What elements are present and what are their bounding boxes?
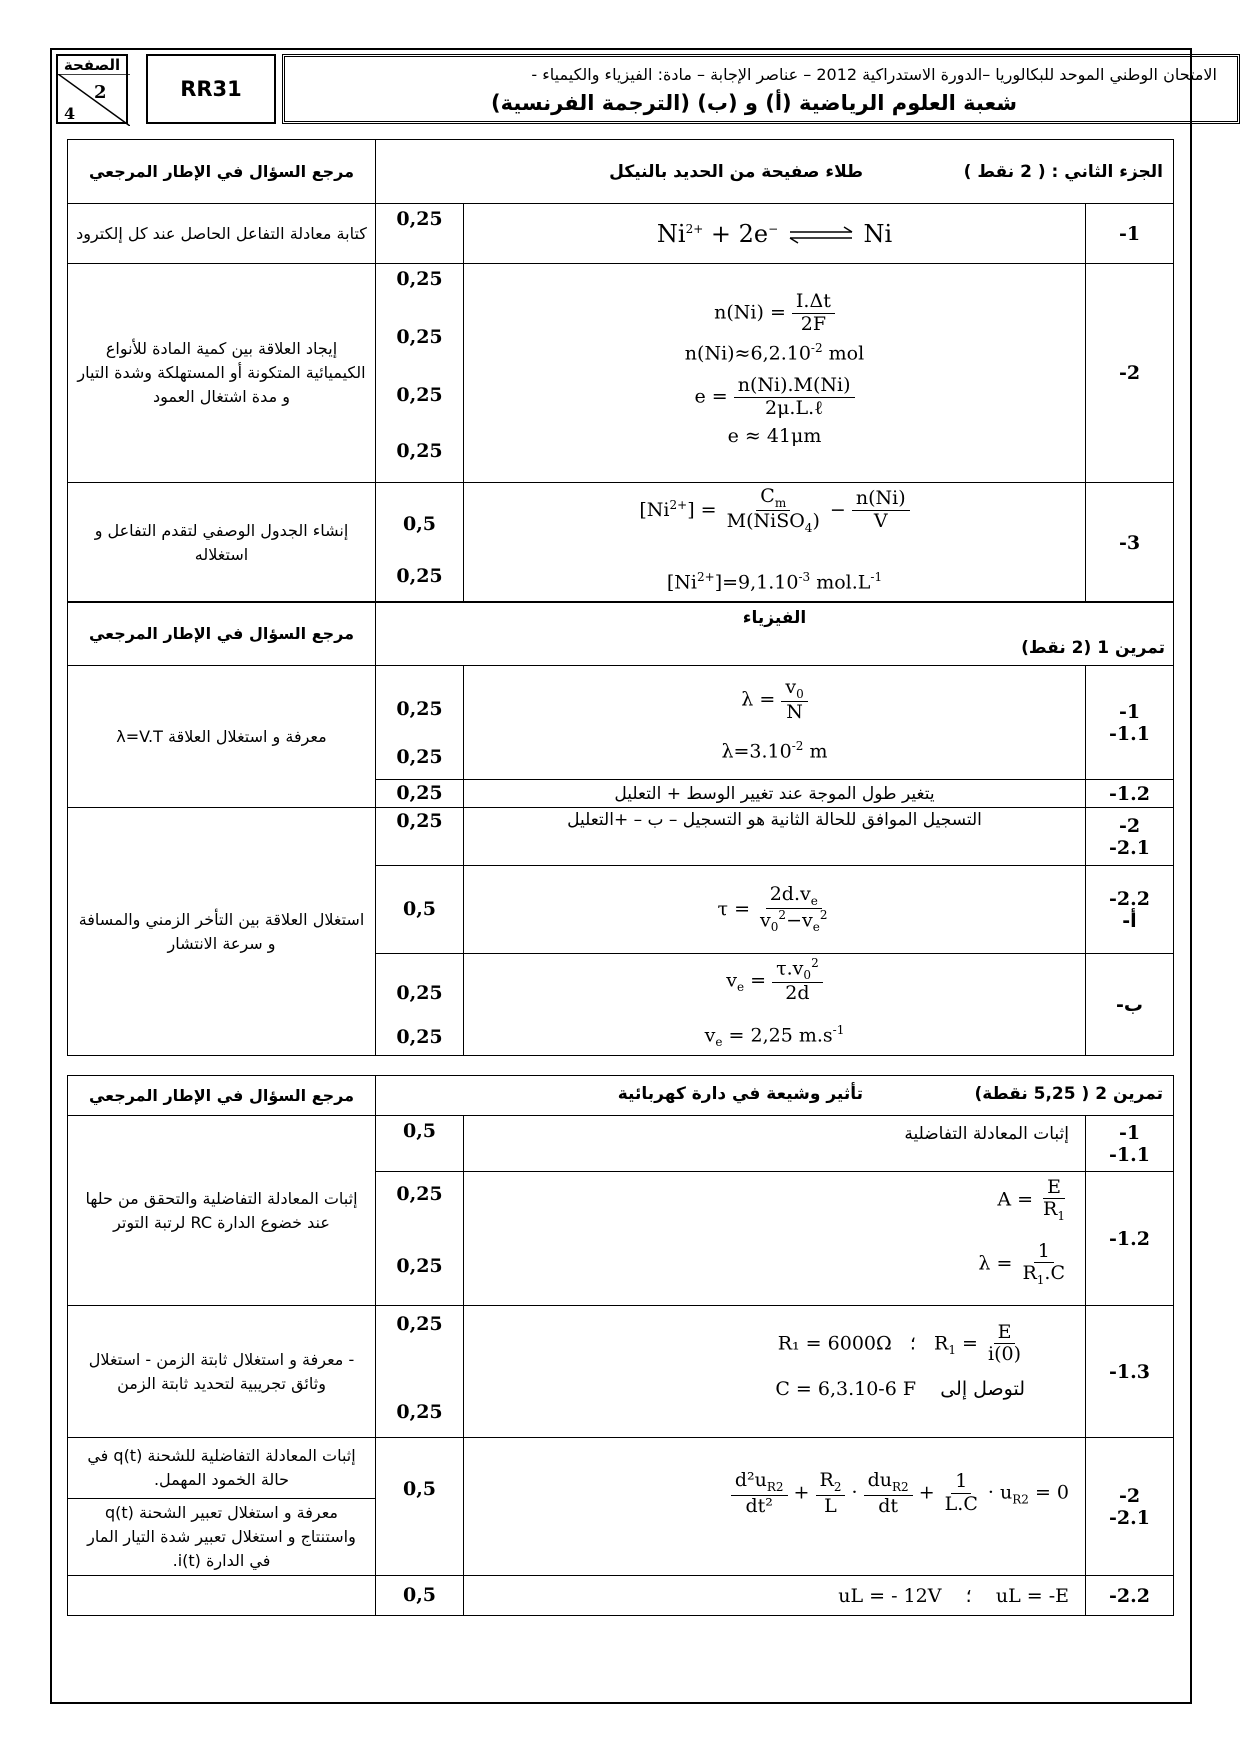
score-cell [376, 1438, 464, 1576]
formula-cell [464, 264, 1086, 483]
ex2-subtitle: تأثير وشيعة في دارة كهربائية [617, 1084, 864, 1104]
formula-cell [464, 483, 1086, 603]
score-cell [376, 264, 464, 483]
answer-text: إثبات المعادلة التفاضلية [464, 1116, 1086, 1172]
answer-text: يتغير طول الموجة عند تغيير الوسط + التعليل [464, 780, 1086, 808]
chem-part-title: الجزء الثاني : ( 2 نقط ) [963, 162, 1164, 182]
score: 0,25 [396, 697, 443, 720]
score: 0,25 [396, 384, 443, 406]
score-cell [376, 1306, 464, 1438]
formula-thickness: e = $\frac{n(Ni).M(Ni)}{\text{2μ.L.ℓ}}$ [464, 375, 1085, 425]
formula-lambda: λ = $\frac{v_0}{N}$ [464, 677, 1085, 739]
score: 0,25 [396, 981, 443, 1004]
score: 0,25 [396, 564, 443, 587]
score-cell [376, 780, 464, 808]
score: 0,5 [402, 898, 437, 920]
ex2-title-cell [376, 1076, 1174, 1116]
ve-result: $v_e = 2,25$ $m.s^{-1}$ [704, 1022, 845, 1049]
score: 0,25 [396, 1025, 443, 1048]
question-number: -1.2 [1086, 780, 1174, 808]
score: 0,25 [396, 1400, 443, 1423]
ref-cell: استغلال العلاقة بين التأخر الزمني والمسافة و سرعة الانتشار [68, 808, 376, 1056]
exercise-1-table [67, 601, 1174, 1056]
exam-code: RR31 [146, 54, 276, 124]
question-number: -1 [1086, 204, 1174, 264]
formula-cell [464, 1172, 1086, 1306]
formula-n-ni: n(Ni) = $\frac{I.\Delta t}{2F}$ [464, 291, 1085, 341]
score: 0,5 [402, 1120, 437, 1142]
formula-cell [464, 1306, 1086, 1438]
score-cell [376, 1116, 464, 1172]
score-cell [376, 1172, 464, 1306]
thickness-result: e ≈ 41μm [727, 425, 822, 447]
chem-title-cell [376, 140, 1174, 204]
score-cell [376, 866, 464, 954]
formula-ve: $v_e$ = $\frac{\tau.v_0^2}{2d}$ [464, 957, 1085, 1023]
answer-text: uL = - 12V ؛ uL = -E [464, 1576, 1086, 1616]
score: 0,25 [396, 268, 443, 290]
score: 0,25 [396, 1182, 443, 1205]
score: 0,5 [402, 512, 437, 535]
ref-cell: - معرفة و استغلال ثابتة الزمن - استغلال وثائق تجريبية لتحديد ثابتة الزمن [68, 1306, 376, 1438]
concentration-result: $[Ni^{2+}]=9,1.10^{-3}$ $mol.L^{-1}$ [666, 569, 883, 593]
ref-cell: معرفة و استغلال العلاقة λ=V.T [68, 666, 376, 808]
equation-cell [464, 204, 1086, 264]
score-cell [376, 666, 464, 780]
question-number: -2.2 أ- [1086, 866, 1174, 954]
ref-header: مرجع السؤال في الإطار المرجعي [68, 1076, 376, 1116]
page-number: 2 [94, 82, 107, 103]
ex1-title-cell [376, 602, 1174, 666]
formula-n-ni-value: $n(Ni)\approx 6,2.10^{-2}$ mol [684, 341, 865, 365]
page-total: 4 [64, 104, 76, 123]
score-cell [376, 483, 464, 603]
formula-capacity: C = 6,3.10-6 F لتوصل إلى [775, 1377, 1025, 1400]
exam-header [52, 50, 1217, 124]
formula-differential: $\frac{d^2u_{R2}}{\text{dt²}}$ + $\frac{R_2}{L}$ · $\frac{du_{R2}}{dt}$ + $\frac{1}{L.C}$ · $u_{R2} = 0$ [464, 1470, 1069, 1517]
formula-cell [464, 954, 1086, 1056]
question-number: -2 [1086, 264, 1174, 483]
formula-a: A = $\frac{E}{R_1}$ [997, 1175, 1065, 1224]
score: 0,25 [396, 208, 443, 230]
title-box [282, 54, 1240, 124]
question-number: -1 -1.1 [1086, 666, 1174, 780]
question-number: -2 -2.1 [1086, 1438, 1174, 1576]
ref-cell: كتابة معادلة التفاعل الحاصل عند كل إلكترود [68, 204, 376, 264]
physics-section-title: الفيزياء [742, 608, 807, 628]
equilibrium-arrow-icon [786, 225, 856, 245]
ex1-title: تمرين 1 (2 نقط) [1021, 638, 1166, 658]
score: 0,5 [402, 1478, 437, 1500]
score: 0,25 [396, 810, 443, 832]
formula-tau: τ = $\frac{2d.v_e}{v_0^2-v_e^2}$ [717, 882, 828, 935]
header-line-2: شعبة العلوم الرياضية (أ) و (ب) (الترجمة الفرنسية) [490, 91, 1017, 115]
empty-ref-cell [68, 1576, 376, 1616]
score: 0,5 [402, 1584, 437, 1606]
question-number: -1.3 [1086, 1306, 1174, 1438]
ref-cell: إثبات المعادلة التفاضلية للشحنة q(t) في حالة الخمود المهمل. [68, 1438, 375, 1499]
ref-cell-split [68, 1438, 376, 1576]
answer-text: التسجيل الموافق للحالة الثانية هو التسجيل – ب – +التعليل [464, 808, 1086, 866]
page-number-box [56, 54, 128, 124]
question-number: -3 [1086, 483, 1174, 603]
nickel-equation: $Ni^{2+} + 2e^-$ Ni [656, 219, 893, 248]
exercise-2-table [67, 1075, 1174, 1616]
question-number: -1 -1.1 [1086, 1116, 1174, 1172]
score: 0,25 [396, 326, 443, 348]
question-number: -2.2 [1086, 1576, 1174, 1616]
formula-cell [464, 866, 1086, 954]
question-number: -2 -2.1 [1086, 808, 1174, 866]
score-cell [376, 1576, 464, 1616]
ref-header: مرجع السؤال في الإطار المرجعي [68, 140, 376, 204]
question-number: ب- [1086, 954, 1174, 1056]
ref-cell: إنشاء الجدول الوصفي لتقدم التفاعل و استغلاله [68, 483, 376, 603]
score: 0,25 [396, 782, 443, 804]
header-line-1: الامتحان الوطني الموحد للبكالوريا –الدورة الاستدراكية 2012 – عناصر الإجابة – مادة: الفيزياء والكيمياء - [531, 65, 1217, 84]
lambda-result: $\lambda=3.10^{-2}$ m [721, 738, 828, 762]
score: 0,25 [396, 1312, 443, 1335]
ref-cell: إيجاد العلاقة بين كمية المادة للأنواع الكيميائية المتكونة أو المستهلكة وشدة التيار و مدة اشتغال العمود [68, 264, 376, 483]
formula-cell [464, 1438, 1086, 1576]
formula-concentration: $[Ni^{2+}]$ = $\frac{C_m}{M(NiSO_4)}$ − $\frac{n(Ni)}{V}$ [464, 486, 1085, 570]
ref-header: مرجع السؤال في الإطار المرجعي [68, 602, 376, 666]
ex2-title: تمرين 2 ( 5,25 نقطة) [974, 1084, 1164, 1104]
score-cell [376, 808, 464, 866]
score: 0,25 [396, 745, 443, 768]
formula-lambda-rc: λ = $\frac{1}{R_1.C}$ [978, 1239, 1065, 1288]
chem-subtitle: طلاء صفيحة من الحديد بالنيكل [609, 162, 864, 182]
formula-r1: R₁ = 6000Ω ؛ $R_1$ = $\frac{E}{i(0)}$ [777, 1320, 1021, 1366]
score: 0,25 [396, 1254, 443, 1277]
page-label: الصفحة [63, 56, 121, 74]
question-number: -1.2 [1086, 1172, 1174, 1306]
chemistry-table [67, 139, 1174, 603]
ref-cell: معرفة و استغلال تعبير الشحنة q(t) واستنتاج و استغلال تعبير شدة التيار المار في الدارة i(t). [87, 1503, 356, 1570]
score-cell [376, 204, 464, 264]
formula-cell [464, 666, 1086, 780]
score-cell [376, 954, 464, 1056]
score: 0,25 [396, 440, 443, 462]
ref-cell: إثبات المعادلة التفاضلية والتحقق من حلها عند خضوع الدارة RC لرتبة التوتر [68, 1116, 376, 1306]
